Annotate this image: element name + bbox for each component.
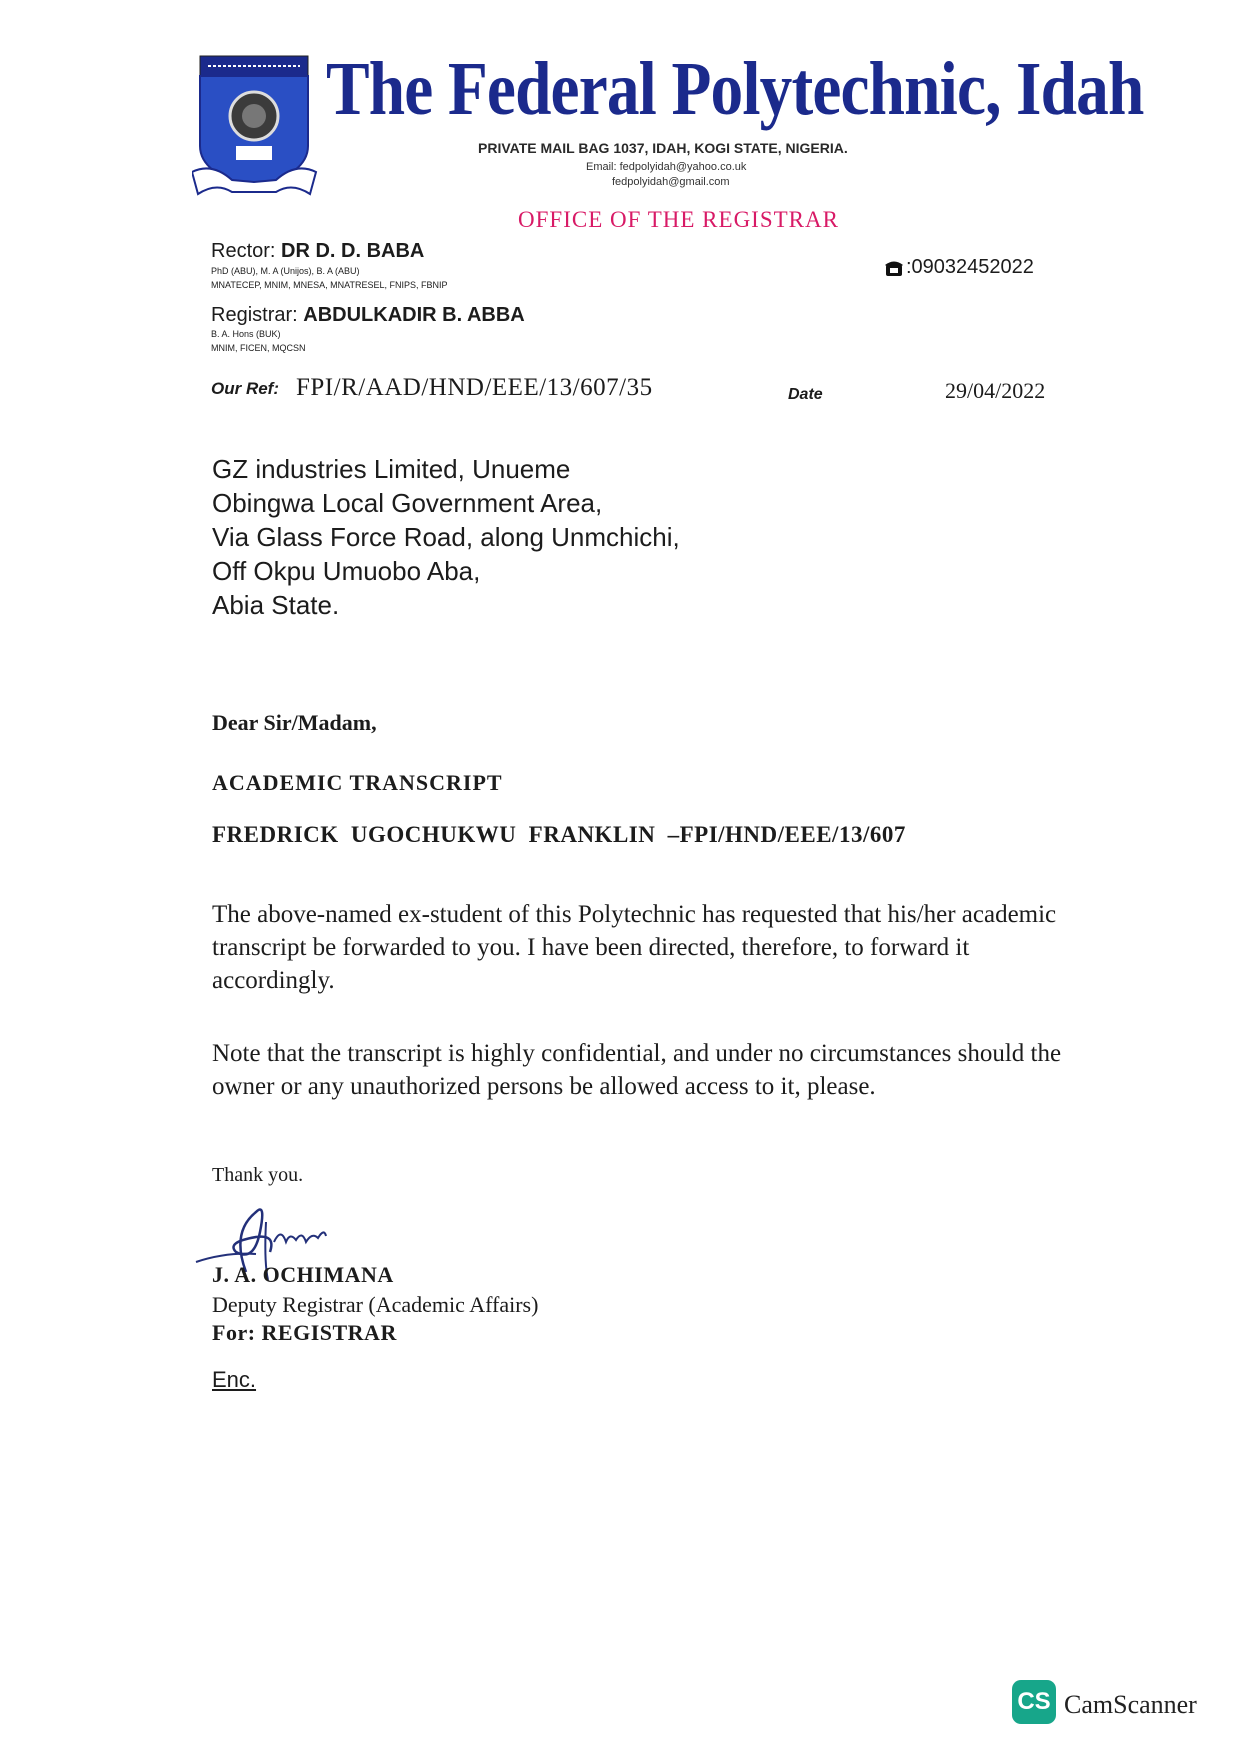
for-registrar-line: For: REGISTRAR xyxy=(212,1320,397,1345)
institution-address: PRIVATE MAIL BAG 1037, IDAH, KOGI STATE, NIGERIA. xyxy=(478,140,848,156)
our-ref-label: Our Ref: xyxy=(211,379,279,398)
rector-memberships: MNATECEP, MNIM, MNESA, MNATRESEL, FNIPS, FBNIP xyxy=(211,280,448,290)
recipient-line: Off Okpu Umuobo Aba, xyxy=(212,556,481,586)
registrar-name: ABDULKADIR B. ABBA xyxy=(303,304,525,326)
phone-number-text: :09032452022 xyxy=(906,256,1034,278)
recipient-line: Obingwa Local Government Area, xyxy=(212,488,603,518)
signer-name: J. A. OCHIMANA xyxy=(212,1262,394,1287)
institution-email-secondary: fedpolyidah@gmail.com xyxy=(612,176,730,188)
closing-line: Thank you. xyxy=(212,1164,304,1186)
subject-heading: ACADEMIC TRANSCRIPT xyxy=(212,770,503,795)
rector-qualifications: PhD (ABU), M. A (Unijos), B. A (ABU) xyxy=(211,266,360,276)
telephone-icon xyxy=(884,259,904,277)
body-paragraph: The above-named ex-student of this Polytechnic has requested that his/her academic transcript be forwarded to you. I have been directed, therefore, to forward it accordingly. xyxy=(212,901,1057,994)
rector-name: DR D. D. BABA xyxy=(281,240,425,262)
recipient-line: GZ industries Limited, Unueme xyxy=(212,454,571,484)
camscanner-logo-icon: CS xyxy=(1012,1680,1056,1724)
registrar-qualifications: B. A. Hons (BUK) xyxy=(211,329,281,339)
office-heading: OFFICE OF THE REGISTRAR xyxy=(518,207,839,232)
student-name-line: FREDRICK UGOCHUKWU FRANKLIN –FPI/HND/EEE/13/607 xyxy=(212,822,906,847)
recipient-address xyxy=(212,452,680,622)
body-paragraph: Note that the transcript is highly confidential, and under no circumstances should the owner or any unauthorized persons be allowed access to it, please. xyxy=(212,1040,1062,1100)
registrar-line xyxy=(211,304,525,327)
registrar-role-label: Registrar: xyxy=(211,304,298,326)
rector-line xyxy=(211,240,424,263)
signer-title: Deputy Registrar (Academic Affairs) xyxy=(212,1292,539,1317)
institution-name: The Federal Polytechnic, Idah xyxy=(326,47,1144,131)
date-value: 29/04/2022 xyxy=(945,378,1046,403)
institution-email-primary: Email: fedpolyidah@yahoo.co.uk xyxy=(586,161,747,173)
enclosure-note: Enc. xyxy=(212,1367,257,1392)
polytechnic-crest-logo xyxy=(192,54,322,204)
recipient-line: Via Glass Force Road, along Unmchichi, xyxy=(212,522,680,552)
registrar-memberships: MNIM, FICEN, MQCSN xyxy=(211,343,306,353)
date-label: Date xyxy=(788,386,823,403)
camscanner-watermark-text: CamScanner xyxy=(1064,1690,1197,1719)
phone-number xyxy=(884,256,1034,279)
salutation: Dear Sir/Madam, xyxy=(212,710,377,735)
rector-role-label: Rector: xyxy=(211,240,276,262)
recipient-line: Abia State. xyxy=(212,590,340,620)
our-ref-value: FPI/R/AAD/HND/EEE/13/607/35 xyxy=(296,374,653,401)
